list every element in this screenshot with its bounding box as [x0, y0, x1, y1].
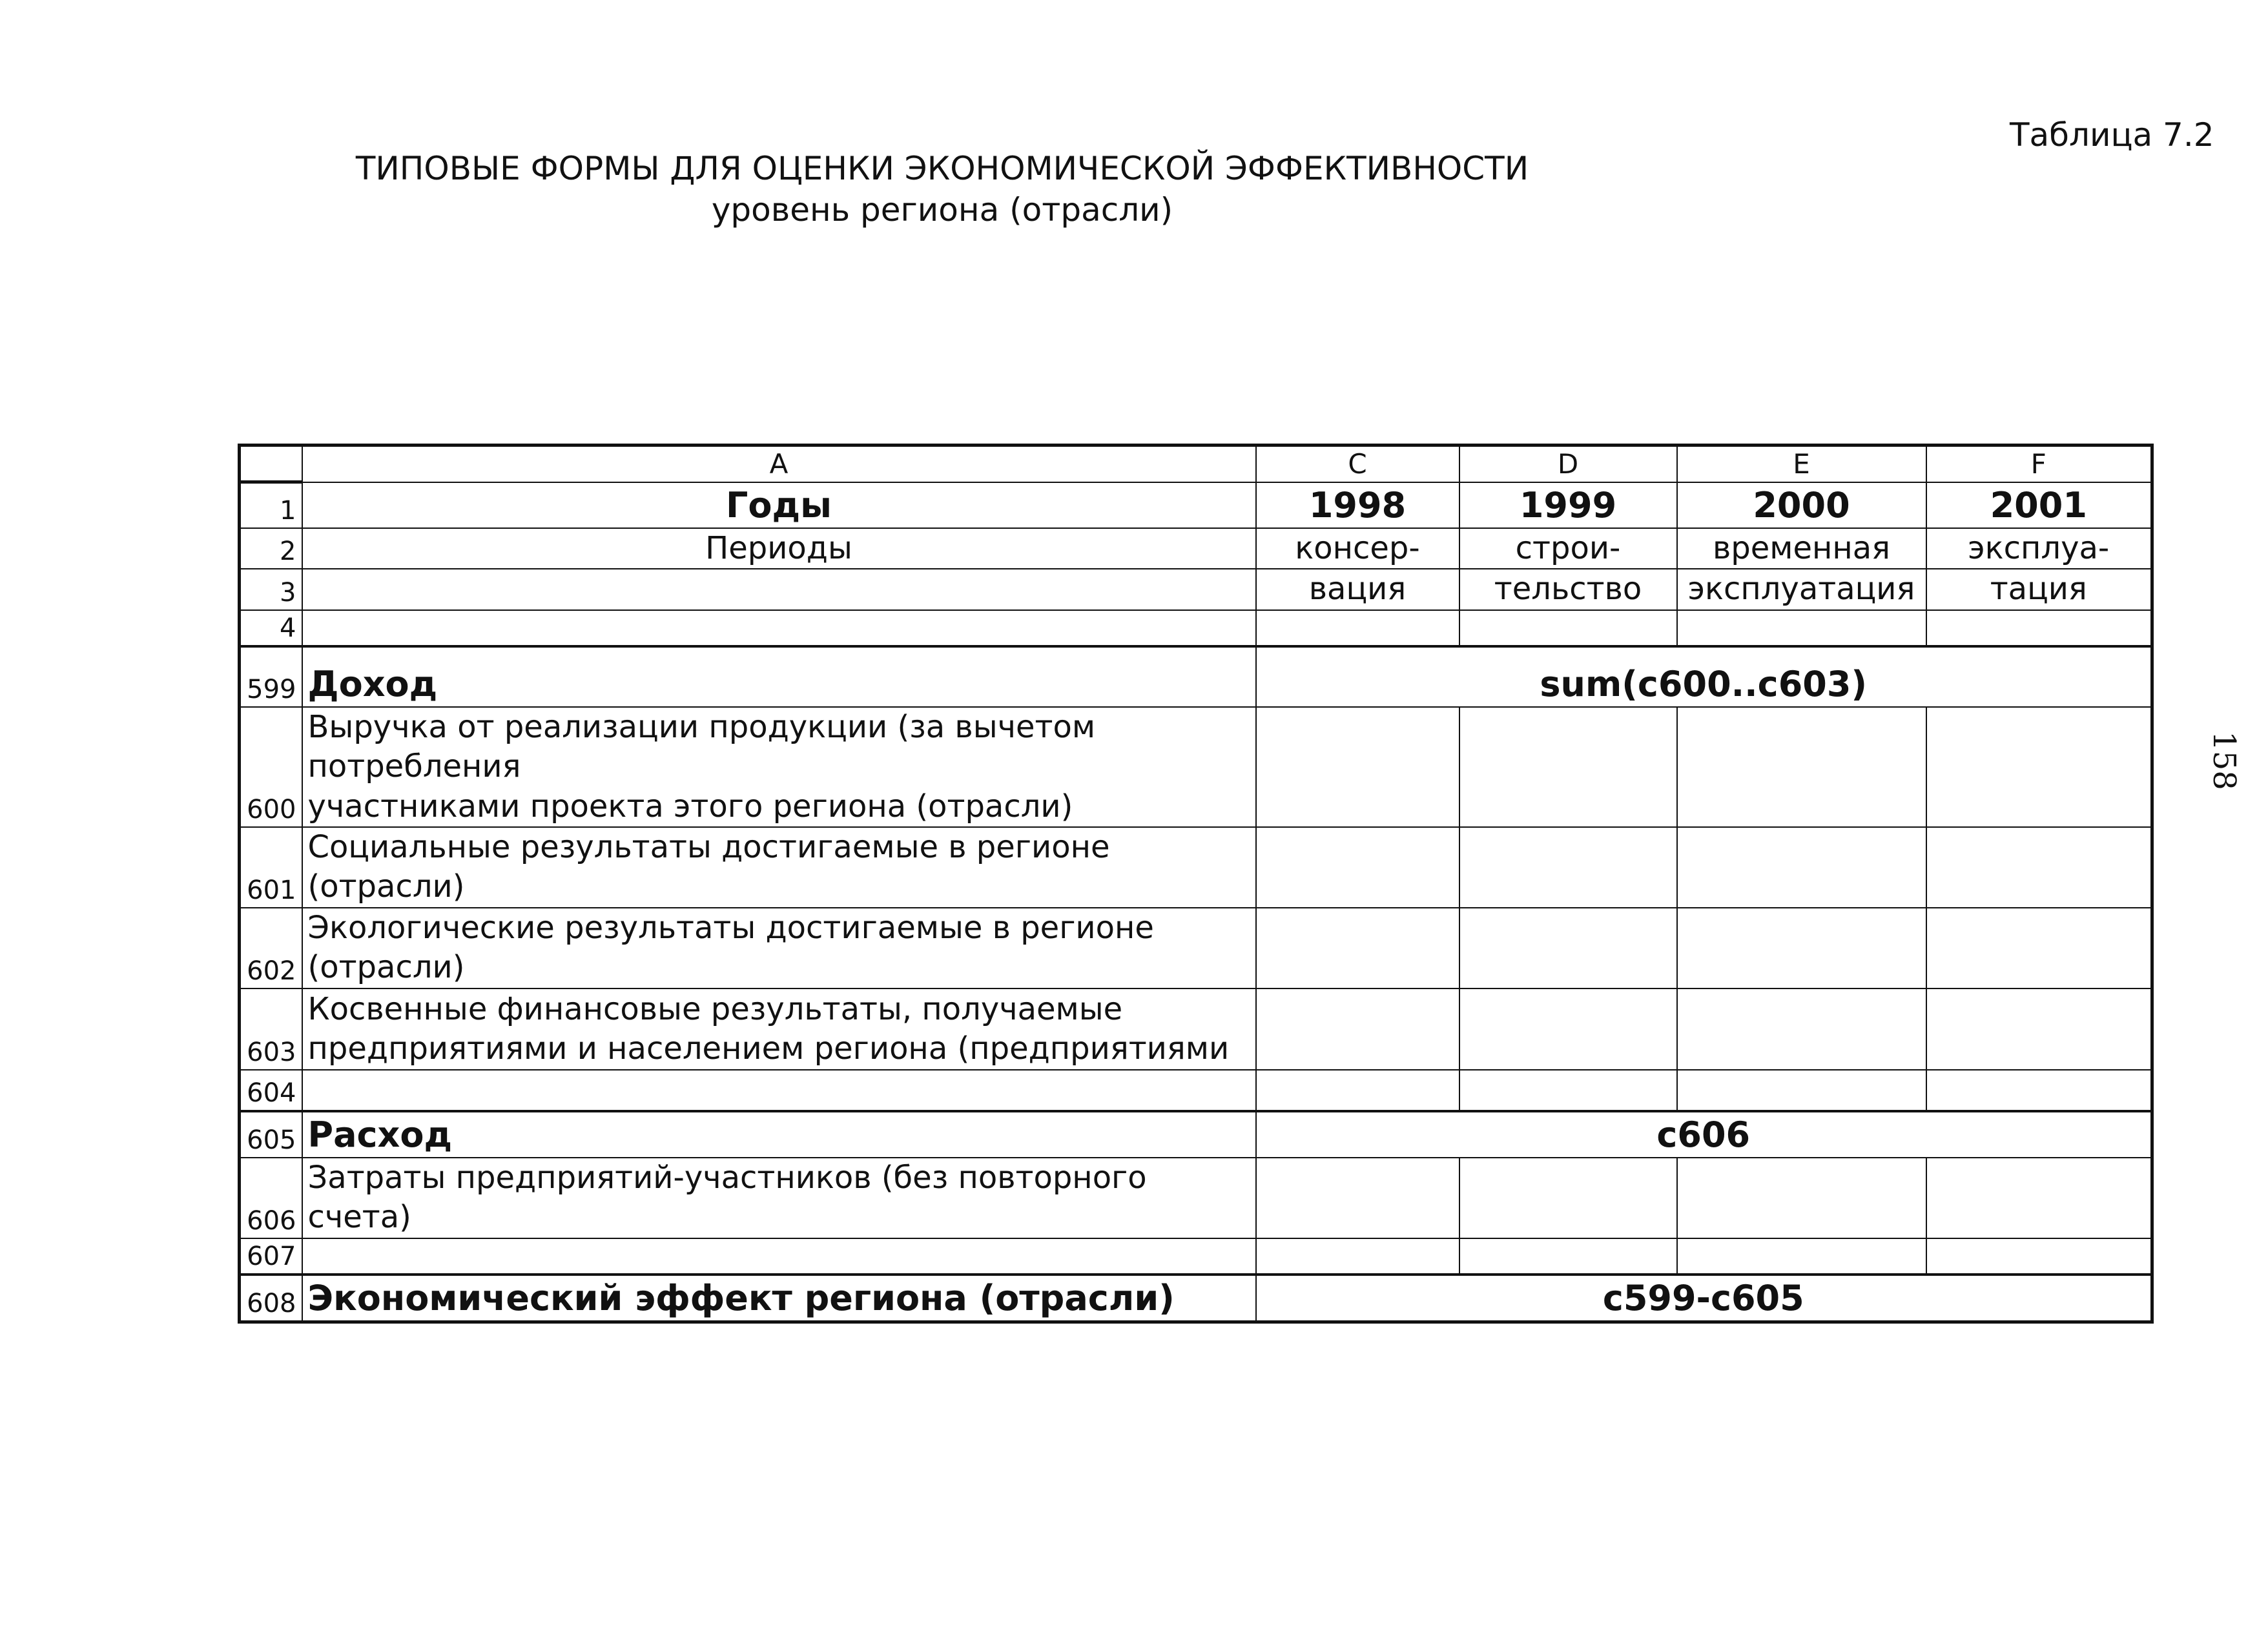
row-number: 606: [240, 1158, 302, 1238]
row-number: 603: [240, 988, 302, 1070]
empty-cell: [1459, 988, 1677, 1070]
empty-cell: [1256, 1238, 1459, 1275]
table-row: [240, 1158, 2152, 1238]
empty-cell: [1677, 1238, 1926, 1275]
year-cell: 2000: [1677, 482, 1926, 528]
empty-cell: [1256, 610, 1459, 646]
empty-cell: [1677, 707, 1926, 827]
period-cell: консер-: [1256, 528, 1459, 569]
row-label: Периоды: [302, 528, 1256, 569]
empty-cell: [1677, 610, 1926, 646]
empty-cell: [1926, 827, 2152, 908]
row-number: 1: [240, 482, 302, 528]
column-letter-row: [240, 446, 2152, 482]
empty-cell: [1459, 827, 1677, 908]
formula-cell: c606: [1256, 1111, 2152, 1158]
empty-cell: [1926, 908, 2152, 988]
row-label: Косвенные финансовые результаты, получаемые предприятиями и населением региона (предприятиями: [302, 988, 1256, 1070]
empty-cell: [1926, 988, 2152, 1070]
row-label: [302, 569, 1256, 609]
table-row: [240, 827, 2152, 908]
empty-cell: [1256, 827, 1459, 908]
table-number: Таблица 7.2: [2010, 116, 2214, 154]
table-row: [240, 1238, 2152, 1275]
document-title: ТИПОВЫЕ ФОРМЫ ДЛЯ ОЦЕНКИ ЭКОНОМИЧЕСКОЙ ЭФФЕКТИВНОСТИ: [355, 150, 1529, 187]
row-number: 605: [240, 1111, 302, 1158]
economic-efficiency-table: [238, 444, 2154, 1324]
column-header-d: D: [1459, 446, 1677, 482]
empty-cell: [1459, 1158, 1677, 1238]
empty-cell: [1677, 908, 1926, 988]
row-label: [302, 1238, 1256, 1275]
table-row: [240, 528, 2152, 569]
column-header-e: E: [1677, 446, 1926, 482]
table-row: [240, 988, 2152, 1070]
empty-cell: [1459, 707, 1677, 827]
row-number: 607: [240, 1238, 302, 1275]
row-label: [302, 610, 1256, 646]
page-number: 158: [2205, 731, 2242, 790]
row-label: Социальные результаты достигаемые в регионе (отрасли): [302, 827, 1256, 908]
empty-cell: [1459, 908, 1677, 988]
row-label: Годы: [302, 482, 1256, 528]
empty-cell: [1256, 1158, 1459, 1238]
row-number: 600: [240, 707, 302, 827]
row-label: Выручка от реализации продукции (за вычетом потребления участниками проекта этого региона (отрасли): [302, 707, 1256, 827]
empty-cell: [1459, 1070, 1677, 1111]
empty-cell: [1677, 1070, 1926, 1111]
row-label: [302, 1070, 1256, 1111]
empty-cell: [1926, 1158, 2152, 1238]
table-row: [240, 1111, 2152, 1158]
empty-cell: [1926, 1070, 2152, 1111]
row-label: Экологические результаты достигаемые в регионе (отрасли): [302, 908, 1256, 988]
formula-cell: sum(c600..c603): [1256, 646, 2152, 707]
empty-cell: [1256, 1070, 1459, 1111]
row-number: 604: [240, 1070, 302, 1111]
empty-cell: [1677, 988, 1926, 1070]
row-label: Затраты предприятий-участников (без повторного счета): [302, 1158, 1256, 1238]
year-cell: 1999: [1459, 482, 1677, 528]
period-cell: тация: [1926, 569, 2152, 609]
period-cell: временная: [1677, 528, 1926, 569]
year-cell: 2001: [1926, 482, 2152, 528]
row-number: 3: [240, 569, 302, 609]
table-row: [240, 482, 2152, 528]
period-cell: вация: [1256, 569, 1459, 609]
empty-cell: [1926, 610, 2152, 646]
empty-cell: [1677, 827, 1926, 908]
empty-cell: [1677, 1158, 1926, 1238]
table-row: [240, 1275, 2152, 1322]
row-number: 601: [240, 827, 302, 908]
row-number: 4: [240, 610, 302, 646]
table-row: [240, 707, 2152, 827]
empty-cell: [1459, 610, 1677, 646]
empty-cell: [1926, 707, 2152, 827]
column-header-c: C: [1256, 446, 1459, 482]
table-row: [240, 610, 2152, 646]
period-cell: эксплуа-: [1926, 528, 2152, 569]
document-subtitle: уровень региона (отрасли): [711, 191, 1173, 229]
section-label: Экономический эффект региона (отрасли): [302, 1275, 1256, 1322]
row-number: 599: [240, 646, 302, 707]
row-number: 602: [240, 908, 302, 988]
table-row: [240, 646, 2152, 707]
empty-cell: [1256, 908, 1459, 988]
period-cell: тельство: [1459, 569, 1677, 609]
empty-cell: [1256, 988, 1459, 1070]
table-row: [240, 569, 2152, 609]
empty-cell: [1926, 1238, 2152, 1275]
formula-cell: c599-c605: [1256, 1275, 2152, 1322]
section-label: Расход: [302, 1111, 1256, 1158]
column-header-f: F: [1926, 446, 2152, 482]
table-row: [240, 1070, 2152, 1111]
year-cell: 1998: [1256, 482, 1459, 528]
empty-cell: [1459, 1238, 1677, 1275]
column-header-a: A: [302, 446, 1256, 482]
row-number: 2: [240, 528, 302, 569]
empty-cell: [1256, 707, 1459, 827]
period-cell: эксплуатация: [1677, 569, 1926, 609]
table-row: [240, 908, 2152, 988]
row-number: 608: [240, 1275, 302, 1322]
period-cell: строи-: [1459, 528, 1677, 569]
corner-cell: [240, 446, 302, 482]
section-label: Доход: [302, 646, 1256, 707]
